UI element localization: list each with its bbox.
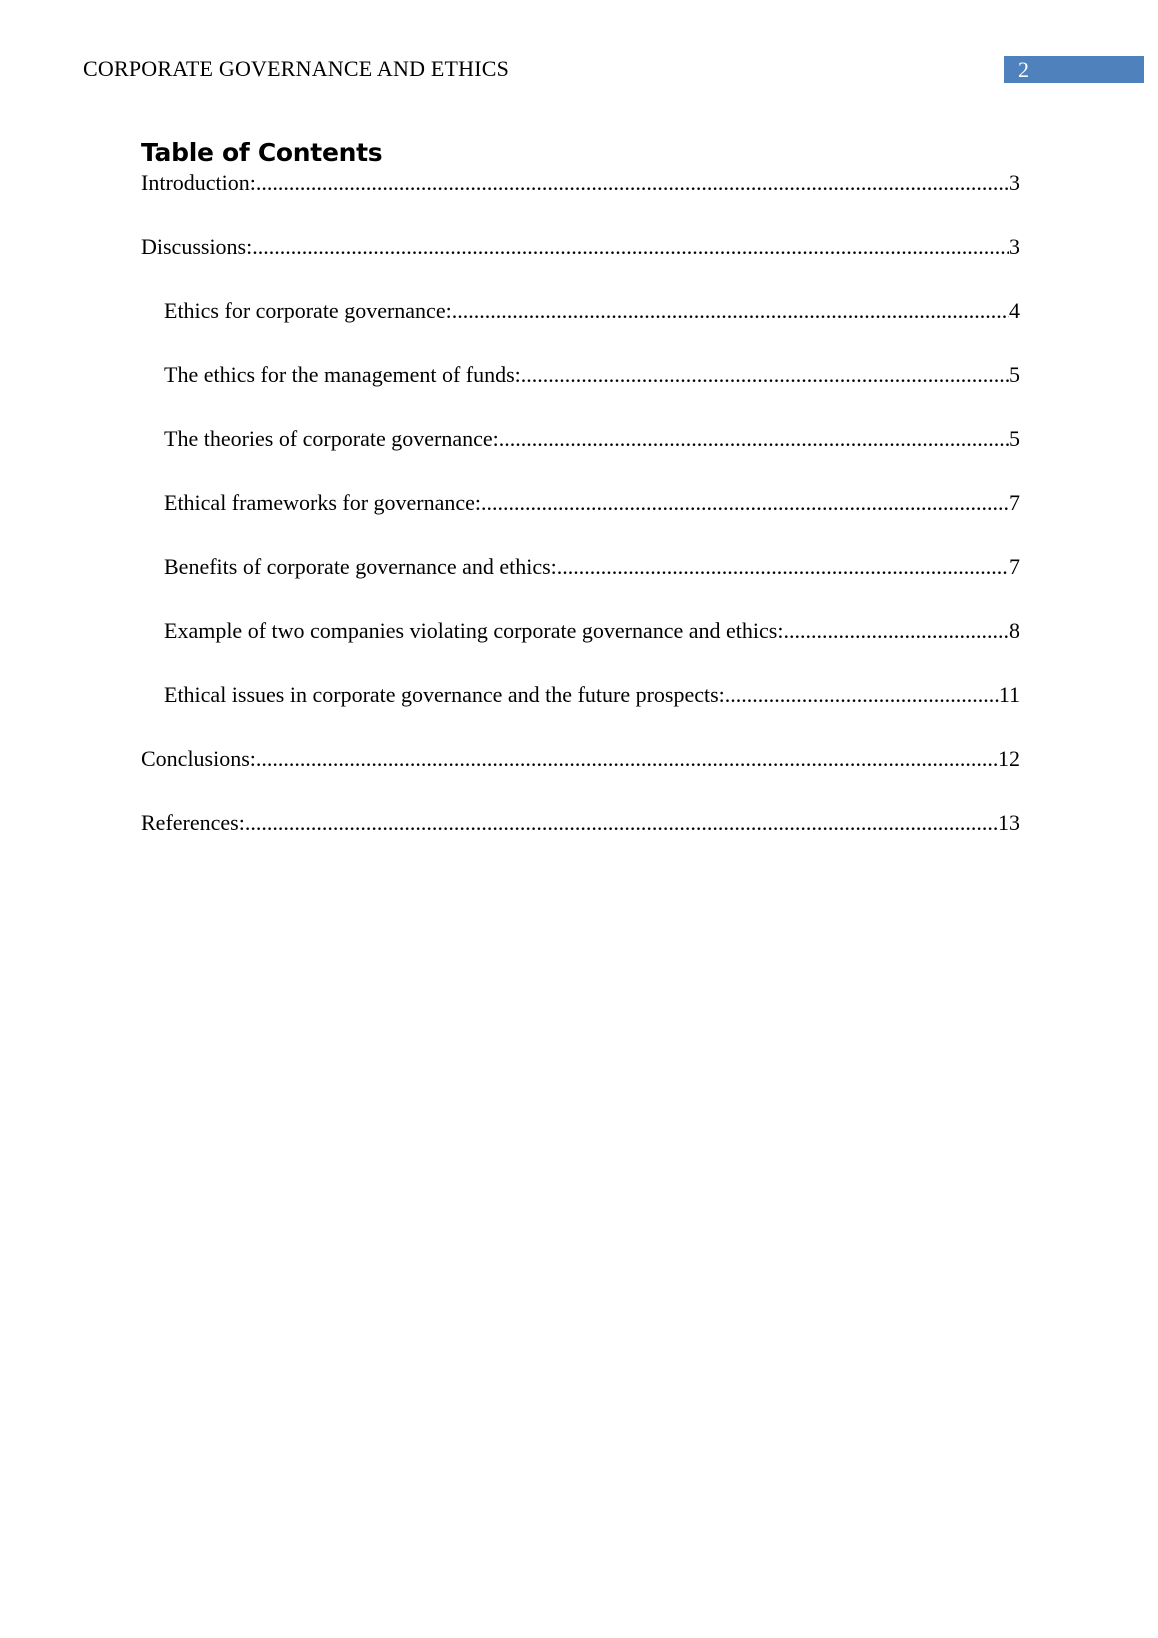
toc-entry-label: Discussions: — [141, 234, 253, 259]
dot-leader — [481, 490, 1009, 516]
toc-entry-page: 5 — [1009, 426, 1020, 451]
toc-entry-management-of-funds[interactable] — [164, 362, 1020, 388]
toc-entry-introduction[interactable] — [141, 170, 1020, 196]
toc-entry-examples[interactable] — [164, 618, 1020, 644]
dot-leader — [521, 362, 1009, 388]
toc-entry-label: References: — [141, 810, 245, 835]
running-header-title: CORPORATE GOVERNANCE AND ETHICS — [83, 56, 510, 81]
toc-entry-page: 3 — [1009, 234, 1020, 259]
toc-entry-benefits[interactable] — [164, 554, 1020, 580]
toc-entry-label: Ethical frameworks for governance: — [164, 490, 482, 515]
toc-entry-page: 11 — [998, 682, 1020, 707]
toc-entry-label: Ethical issues in corporate governance and the future prospects: — [164, 682, 725, 707]
toc-entry-references[interactable] — [141, 810, 1020, 836]
dot-leader — [499, 426, 1009, 452]
toc-entry-page: 3 — [1009, 170, 1020, 195]
dot-leader — [725, 682, 999, 708]
toc-entry-page: 5 — [1009, 362, 1020, 387]
dot-leader — [452, 298, 1009, 324]
toc-entry-page: 13 — [998, 810, 1020, 835]
toc-entry-page: 4 — [1009, 298, 1020, 323]
toc-entry-page: 8 — [1009, 618, 1020, 643]
toc-entry-theories[interactable] — [164, 426, 1020, 452]
toc-entry-page: 7 — [1009, 554, 1020, 579]
toc-entry-label: Conclusions: — [141, 746, 256, 771]
toc-entry-page: 12 — [998, 746, 1020, 771]
toc-entry-label: Introduction: — [141, 170, 256, 195]
dot-leader — [783, 618, 1009, 644]
dot-leader — [557, 554, 1009, 580]
toc-entry-label: Example of two companies violating corporate governance and ethics: — [164, 618, 784, 643]
dot-leader — [252, 234, 1009, 260]
dot-leader — [245, 810, 998, 836]
toc-entry-ethical-frameworks[interactable] — [164, 490, 1020, 516]
toc-entry-conclusions[interactable] — [141, 746, 1020, 772]
toc-entry-ethical-issues[interactable] — [164, 682, 1020, 708]
page-number: 2 — [1018, 57, 1029, 82]
dot-leader — [256, 746, 998, 772]
toc-entry-label: The theories of corporate governance: — [164, 426, 499, 451]
toc-entry-label: Ethics for corporate governance: — [164, 298, 452, 323]
toc-entry-label: The ethics for the management of funds: — [164, 362, 521, 387]
toc-entry-label: Benefits of corporate governance and ethics: — [164, 554, 557, 579]
toc-heading: Table of Contents — [141, 138, 383, 167]
dot-leader — [256, 170, 1009, 196]
toc-entry-discussions[interactable] — [141, 234, 1020, 260]
toc-entry-ethics-corporate-governance[interactable] — [164, 298, 1020, 324]
toc-entry-page: 7 — [1009, 490, 1020, 515]
